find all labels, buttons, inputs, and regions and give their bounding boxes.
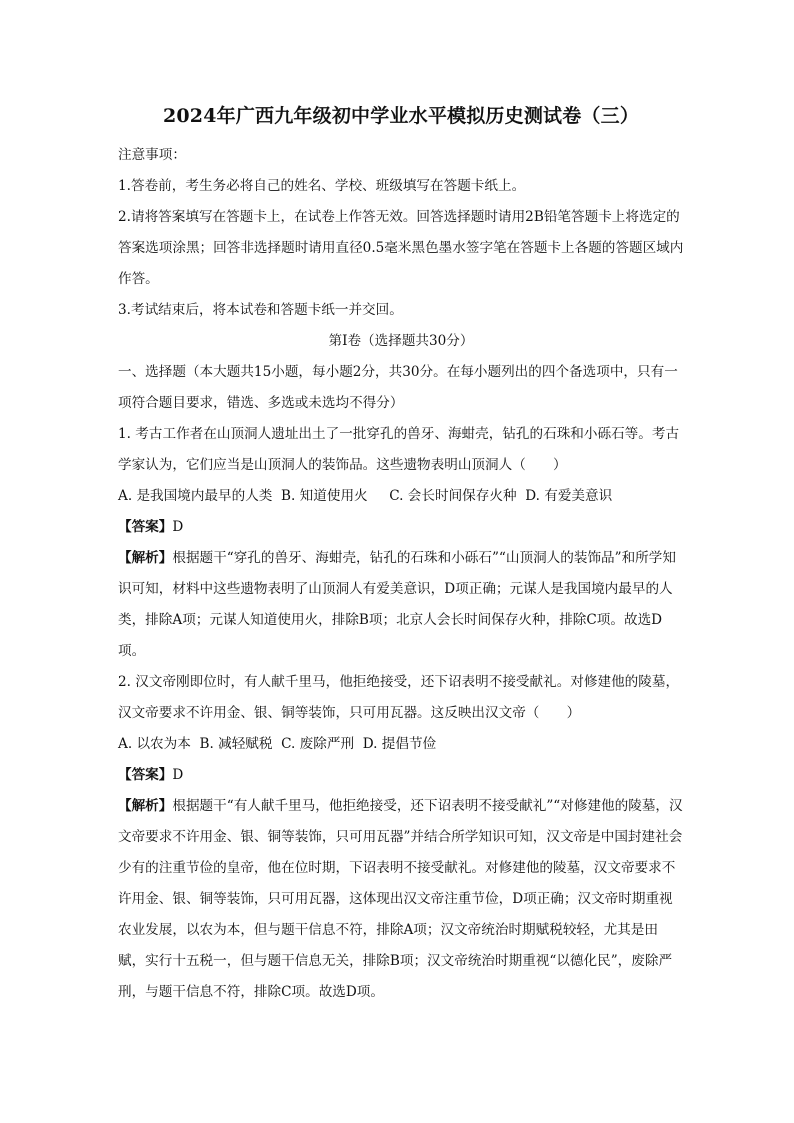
answer-line xyxy=(118,760,684,791)
exam-title: 2024年广西九年级初中学业水平模拟历史测试卷（三） xyxy=(162,105,640,127)
notice-item-3: 3.考试结束后，将本试卷和答题卡纸一并交回。 xyxy=(118,302,403,318)
answer-label: 【答案】 xyxy=(118,519,173,535)
question-2 xyxy=(118,667,684,1008)
part-intro: 一、选择题（本大题共15小题，每小题2分，共30分。在每小题列出的四个备选项中，只有一项符合题目要求，错选、多选或未选均不得分） xyxy=(118,364,678,411)
analysis-label: 【解析】 xyxy=(118,798,173,814)
analysis-label: 【解析】 xyxy=(118,550,173,566)
answer-label: 【答案】 xyxy=(118,767,173,783)
notice-item-2: 2.请将答案填写在答题卡上，在试卷上作答无效。回答选择题时请用2B铅笔答题卡上将选定的答案选项涂黑；回答非选择题时请用直径0.5毫米黑色墨水签字笔在答题卡上各题的答题区域内作答。 xyxy=(118,209,684,287)
answer-value: D xyxy=(172,767,184,783)
analysis-text: 根据题干“穿孔的兽牙、海蚶壳，钻孔的石珠和小砾石”“山顶洞人的装饰品”和所学知识可知，材料中这些遗物表明了山顶洞人有爱美意识，D项正确；元谋人是我国境内最早的人类，排除A项；元谋人知道使用火，排除B项；北京人会长时间保存火种，排除C项。故选D项。 xyxy=(118,550,676,659)
analysis-paragraph xyxy=(118,543,684,667)
notice-item-1: 1.答卷前，考生务必将自己的姓名、学校、班级填写在答题卡纸上。 xyxy=(118,178,526,194)
analysis-text: 根据题干“有人献千里马，他拒绝接受，还下诏表明不接受献礼”“对修建他的陵墓，汉文帝要求不许用金、银、铜等装饰，只可用瓦器”并结合所学知识可知，汉文帝是中国封建社会少有的注重节俭的皇帝，他在位时期，下诏表明不接受献礼。对修建他的陵墓，汉文帝要求不许用金、银、铜等装饰，只可用瓦器，这体现出汉文帝注重节俭，D项正确；汉文帝时期重视农业发展，以农为本，但与题干信息不符，排除A项；汉文帝统治时期赋税较轻，尤其是田赋，实行十五税一，但与题干信息无关，排除B项；汉文帝统治时期重视“以德化民”，废除严刑，与题干信息不符，排除C项。故选D项。 xyxy=(118,798,683,1000)
question-options: A. 以农为本 B. 减轻赋税 C. 废除严刑 D. 提倡节俭 xyxy=(118,736,437,752)
question-options: A. 是我国境内最早的人类 B. 知道使用火 C. 会长时间保存火种 D. 有爱美意识 xyxy=(118,488,613,504)
answer-line xyxy=(118,512,684,543)
question-stem: 2. 汉文帝刚即位时，有人献千里马，他拒绝接受，还下诏表明不接受献礼。对修建他的陵墓，汉文帝要求不许用金、银、铜等装饰，只可用瓦器。这反映出汉文帝（ ） xyxy=(118,674,680,721)
analysis-paragraph xyxy=(118,791,684,1008)
question-stem: 1. 考古工作者在山顶洞人遗址出土了一批穿孔的兽牙、海蚶壳，钻孔的石珠和小砾石等。考古学家认为，它们应当是山顶洞人的装饰品。这些遗物表明山顶洞人（ ） xyxy=(118,426,680,473)
notice-heading: 注意事项： xyxy=(118,147,186,163)
answer-value: D xyxy=(172,519,184,535)
section-title: 第Ⅰ卷（选择题共30分） xyxy=(328,333,474,349)
question-1 xyxy=(118,419,684,667)
